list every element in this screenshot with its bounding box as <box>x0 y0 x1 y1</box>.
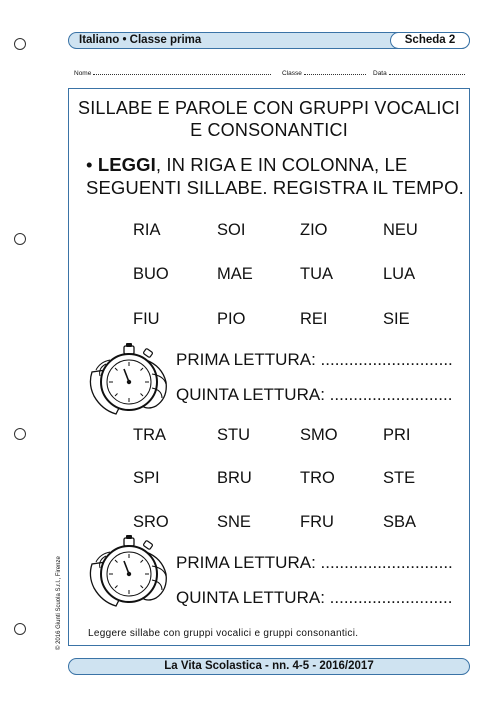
copyright-credit: © 2016 Giunti Scuola S.r.l., Firenze <box>56 556 62 650</box>
syllable: REI <box>300 310 328 328</box>
class-field[interactable] <box>282 68 366 77</box>
header-bar <box>68 32 470 49</box>
syllable: SOI <box>217 221 246 239</box>
syllable: SBA <box>383 513 417 531</box>
name-field[interactable] <box>74 68 271 77</box>
fifth-reading-field[interactable]: QUINTA LETTURA: .......................... <box>176 385 453 404</box>
class-label: Classe <box>282 70 302 77</box>
date-dotted-line <box>389 68 465 75</box>
syllable: FIU <box>133 310 160 328</box>
instruction-line-1 <box>86 153 407 176</box>
first-reading-field[interactable]: PRIMA LETTURA: ............................ <box>176 350 453 369</box>
syllable: SNE <box>217 513 251 531</box>
syllable: RIA <box>133 221 161 239</box>
binder-hole-lower <box>14 428 26 440</box>
footer-bar: La Vita Scolastica - nn. 4-5 - 2016/2017 <box>68 658 470 675</box>
binder-hole-bottom <box>14 623 26 635</box>
syllable: NEU <box>383 221 418 239</box>
syllable: SRO <box>133 513 169 531</box>
syllable: BRU <box>217 469 252 487</box>
title-line-1: SILLABE E PAROLE CON GRUPPI VOCALICI <box>78 98 460 118</box>
syllable: SMO <box>300 426 338 444</box>
syllable: LUA <box>383 265 416 283</box>
title-line-2: E CONSONANTICI <box>190 120 348 140</box>
stopwatch-icon <box>86 532 174 612</box>
syllable: ZIO <box>300 221 328 239</box>
syllable: MAE <box>217 265 253 283</box>
syllable: SPI <box>133 469 160 487</box>
fifth-reading-field[interactable]: QUINTA LETTURA: .......................... <box>176 588 453 607</box>
syllable: TRO <box>300 469 335 487</box>
syllable: SIE <box>383 310 410 328</box>
date-label: Data <box>373 70 387 77</box>
sheet-label: Scheda 2 <box>390 32 470 49</box>
first-reading-field[interactable]: PRIMA LETTURA: ............................ <box>176 553 453 572</box>
class-dotted-line <box>304 68 366 75</box>
exercise-footnote: Leggere sillabe con gruppi vocalici e gruppi consonantici. <box>88 628 359 639</box>
instruction-bullet: • <box>86 154 93 175</box>
syllable: BUO <box>133 265 169 283</box>
name-label: Nome <box>74 70 92 77</box>
subject-label: Italiano • Classe prima <box>79 34 202 46</box>
date-field[interactable] <box>373 68 465 77</box>
syllable: STU <box>217 426 250 444</box>
stopwatch-icon <box>86 340 174 420</box>
binder-hole-upper <box>14 233 26 245</box>
instruction-rest: , IN RIGA E IN COLONNA, LE <box>155 154 408 175</box>
syllable: TRA <box>133 426 166 444</box>
instruction-keyword: LEGGI <box>97 154 156 175</box>
syllable: PRI <box>383 426 411 444</box>
syllable: PIO <box>217 310 246 328</box>
syllable: STE <box>383 469 416 487</box>
binder-hole-top <box>14 38 26 50</box>
instruction-line-2: SEGUENTI SILLABE. REGISTRA IL TEMPO. <box>86 177 464 198</box>
syllable: TUA <box>300 265 333 283</box>
name-dotted-line <box>93 68 271 75</box>
syllable: FRU <box>300 513 334 531</box>
